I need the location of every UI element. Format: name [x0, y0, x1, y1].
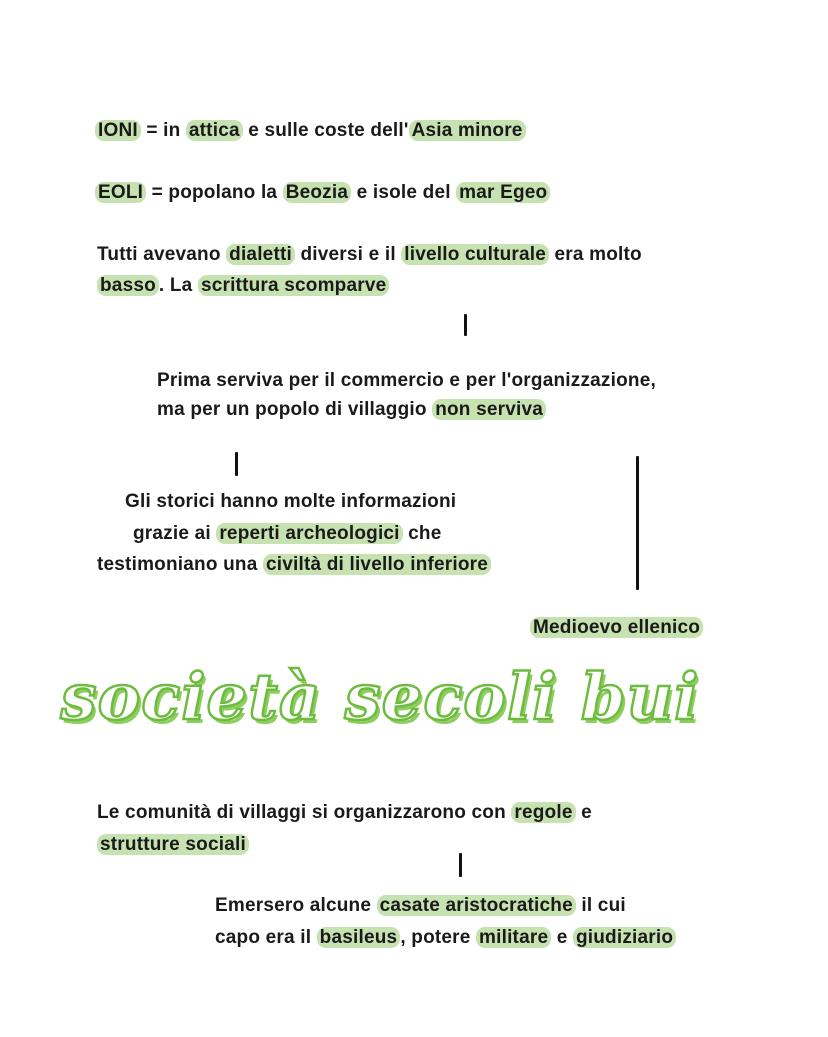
- note-casate: [215, 894, 626, 918]
- highlighted-text: attica: [186, 120, 243, 141]
- note-strutture: [97, 833, 249, 857]
- note-villaggio: [157, 398, 546, 422]
- text-segment: era molto: [549, 244, 642, 265]
- text-segment: Prima serviva per il commercio e per l'organizzazione,: [157, 370, 656, 391]
- highlighted-text: basso: [97, 275, 159, 296]
- highlighted-text: Beozia: [283, 182, 351, 203]
- note-basileus: [215, 926, 676, 950]
- highlighted-text: casate aristocratiche: [377, 895, 576, 916]
- highlighted-text: strutture sociali: [97, 834, 249, 855]
- highlighted-text: non serviva: [432, 399, 546, 420]
- highlighted-text: civiltà di livello inferiore: [263, 554, 491, 575]
- text-segment: che: [402, 523, 442, 544]
- connector-line: [464, 314, 467, 336]
- text-segment: = popolano la: [146, 182, 283, 203]
- text-segment: e: [551, 927, 573, 948]
- section-title: società secoli bui: [60, 660, 700, 735]
- text-segment: Tutti avevano: [97, 244, 227, 265]
- note-comunita: [97, 801, 592, 825]
- text-segment: capo era il: [215, 927, 317, 948]
- note-civilta: [97, 553, 491, 577]
- note-ioni: [95, 119, 526, 143]
- text-segment: Le comunità di villaggi si organizzarono con: [97, 802, 512, 823]
- highlighted-text: Asia minore: [409, 120, 526, 141]
- highlighted-text: Medioevo ellenico: [530, 617, 703, 638]
- note-dialetti: [97, 243, 642, 267]
- highlighted-text: giudiziario: [573, 927, 676, 948]
- text-segment: Emersero alcune: [215, 895, 377, 916]
- note-scrittura: [97, 274, 389, 298]
- text-segment: e: [575, 802, 592, 823]
- highlighted-text: reperti archeologici: [216, 523, 402, 544]
- text-segment: diversi e il: [294, 244, 402, 265]
- connector-line: [235, 452, 238, 476]
- connector-line: [636, 456, 639, 590]
- note-eoli: [95, 181, 550, 205]
- text-segment: testimoniano una: [97, 554, 263, 575]
- note-storici: [125, 490, 456, 514]
- note-reperti: [133, 522, 442, 546]
- highlighted-text: militare: [476, 927, 551, 948]
- highlighted-text: IONI: [95, 120, 141, 141]
- highlighted-text: scrittura scomparve: [198, 275, 389, 296]
- text-segment: e isole del: [351, 182, 457, 203]
- text-segment: e sulle coste dell': [242, 120, 409, 141]
- connector-line: [459, 853, 462, 877]
- text-segment: = in: [140, 120, 186, 141]
- text-segment: ma per un popolo di villaggio: [157, 399, 433, 420]
- note-medioevo: [530, 616, 703, 640]
- text-segment: grazie ai: [133, 523, 217, 544]
- note-commercio: [157, 369, 656, 393]
- highlighted-text: dialetti: [226, 244, 295, 265]
- text-segment: , potere: [400, 927, 477, 948]
- text-segment: il cui: [575, 895, 626, 916]
- highlighted-text: basileus: [317, 927, 401, 948]
- highlighted-text: regole: [511, 802, 575, 823]
- highlighted-text: mar Egeo: [456, 182, 550, 203]
- text-segment: Gli storici hanno molte informazioni: [125, 491, 457, 512]
- text-segment: . La: [158, 275, 198, 296]
- highlighted-text: EOLI: [95, 182, 146, 203]
- highlighted-text: livello culturale: [401, 244, 549, 265]
